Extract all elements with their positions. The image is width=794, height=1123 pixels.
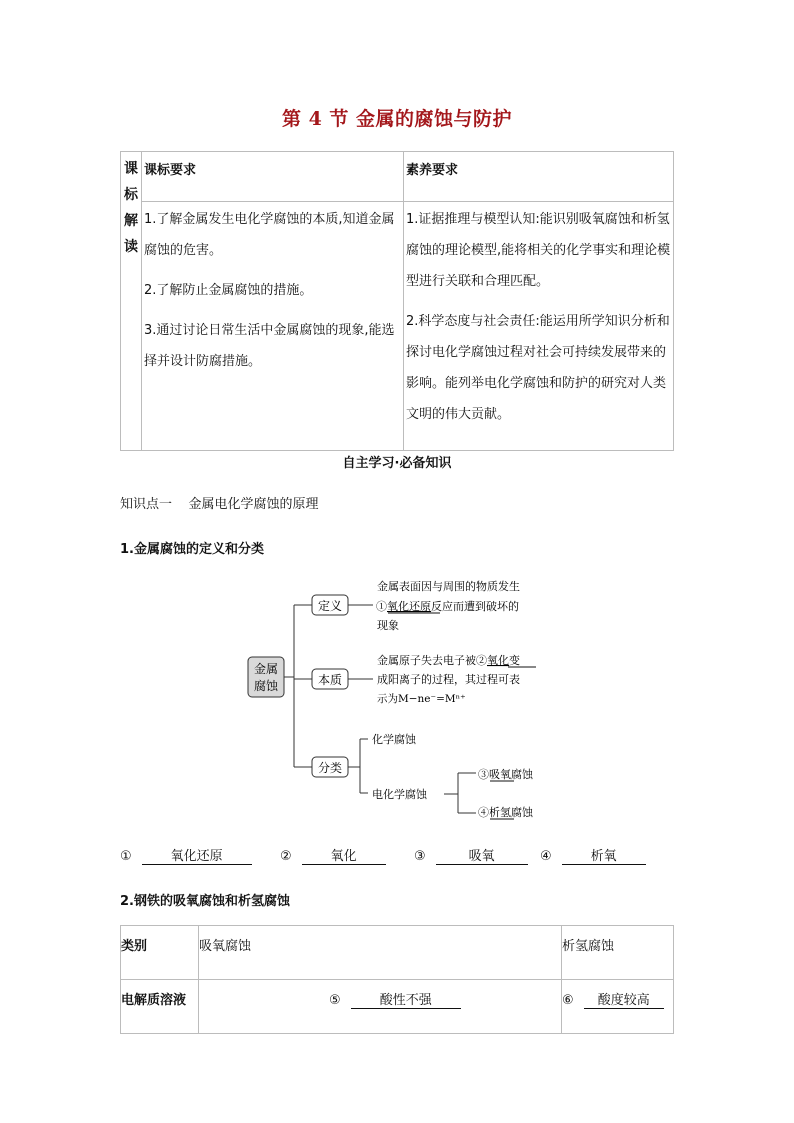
side-char: 课	[124, 161, 138, 177]
chemical-corrosion: 化学腐蚀	[372, 733, 416, 746]
requirement-item: 2.了解防止金属腐蚀的措施。	[144, 283, 313, 298]
sub1-num: ③	[478, 768, 489, 781]
sub2-ul: 析氢	[489, 806, 511, 819]
essence-line1	[377, 653, 520, 667]
essence-b: 变	[509, 654, 520, 667]
essence-line2: 成阳离子的过程，其过程可表	[377, 673, 520, 686]
answer-blank: 氧化还原	[142, 845, 252, 865]
col1-header: 课标要求	[142, 152, 404, 202]
side-char: 解	[124, 213, 138, 229]
answer-4	[540, 845, 646, 865]
electrolyte-hydrogen-answer: 酸度较高	[584, 989, 664, 1009]
side-label	[121, 152, 142, 451]
def-line2	[376, 599, 519, 613]
category-header: 类别	[121, 926, 199, 980]
essence-a: 金属原子失去电子被	[377, 654, 476, 667]
electrolyte-label: 电解质溶液	[121, 980, 199, 1034]
answer-2	[280, 845, 386, 865]
electrolyte-oxygen-answer: 酸性不强	[351, 989, 461, 1009]
section-heading: 自主学习·必备知识	[342, 456, 452, 471]
requirement-item: 1.了解金属发生电化学腐蚀的本质,知道金属腐蚀的危害。	[144, 212, 395, 258]
answer-num: ⑤	[329, 993, 341, 1008]
sub1-ul: 吸氧	[489, 768, 511, 781]
heading-1: 1.金属腐蚀的定义和分类	[120, 542, 264, 557]
answer-num: ③	[414, 849, 426, 864]
classification-label: 分类	[317, 761, 343, 775]
col2-body	[404, 202, 674, 451]
root-connectors	[284, 605, 312, 767]
literacy-item: 2.科学态度与社会责任:能运用所学知识分析和探讨电化学腐蚀过程对社会可持续发展带来的影响。能列举电化学腐蚀和防护的研究对人类文明的伟大贡献。	[406, 314, 670, 422]
side-char: 读	[124, 239, 138, 255]
sub2-num: ④	[478, 806, 489, 819]
oxygen-header: 吸氧腐蚀	[199, 926, 562, 980]
corrosion-diagram	[240, 575, 570, 825]
definition-label: 定义	[317, 599, 343, 613]
oxygen-absorption	[478, 767, 534, 781]
electrochemical-corrosion: 电化学腐蚀	[372, 788, 427, 801]
answer-blank: 析氧	[562, 845, 646, 865]
curriculum-table	[120, 151, 674, 451]
def-line3: 现象	[377, 619, 399, 632]
essence-underlined: 氧化	[487, 654, 509, 667]
essence-label: 本质	[317, 673, 343, 687]
answer-num: ⑥	[562, 993, 574, 1008]
electro-connectors	[444, 773, 476, 813]
sub1-rest: 腐蚀	[511, 768, 533, 781]
literacy-item: 1.证据推理与模型认知:能识别吸氧腐蚀和析氢腐蚀的理论模型,能将相关的化学事实和理论模型进行关联和合理匹配。	[406, 212, 671, 289]
corrosion-comparison-table	[120, 925, 674, 1034]
root-line1: 金属	[253, 662, 279, 676]
answer-blank: 吸氧	[436, 845, 528, 865]
def-underlined: 氧化还原	[387, 600, 431, 613]
side-char: 标	[124, 187, 138, 203]
requirement-item: 3.通过讨论日常生活中金属腐蚀的现象,能选择并设计防腐措施。	[144, 323, 395, 369]
hydrogen-header: 析氢腐蚀	[562, 926, 674, 980]
def-num: ①	[376, 600, 387, 613]
answer-num: ②	[280, 849, 292, 864]
page-title: 第 4 节 金属的腐蚀与防护	[281, 108, 513, 130]
essence-formula: 示为M−ne⁻=Mⁿ⁺	[377, 693, 466, 705]
heading-2: 2.钢铁的吸氧腐蚀和析氢腐蚀	[120, 894, 290, 909]
essence-num: ②	[476, 654, 487, 667]
electrolyte-oxygen	[199, 980, 562, 1034]
col1-body	[142, 202, 404, 451]
hydrogen-evolution	[478, 805, 534, 819]
answer-3	[414, 845, 528, 865]
answer-blank: 氧化	[302, 845, 386, 865]
def-rest: 反应而遭到破坏的	[431, 600, 519, 613]
col2-header: 素养要求	[404, 152, 674, 202]
knowledge-point: 知识点一 金属电化学腐蚀的原理	[120, 497, 319, 512]
sub2-rest: 腐蚀	[511, 806, 533, 819]
root-line2: 腐蚀	[253, 679, 279, 693]
def-line1: 金属表面因与周围的物质发生	[377, 580, 520, 593]
electrolyte-hydrogen	[562, 980, 674, 1034]
class-connectors	[348, 739, 368, 793]
answer-num: ④	[540, 849, 552, 864]
answer-1	[120, 845, 252, 865]
answer-num: ①	[120, 849, 132, 864]
